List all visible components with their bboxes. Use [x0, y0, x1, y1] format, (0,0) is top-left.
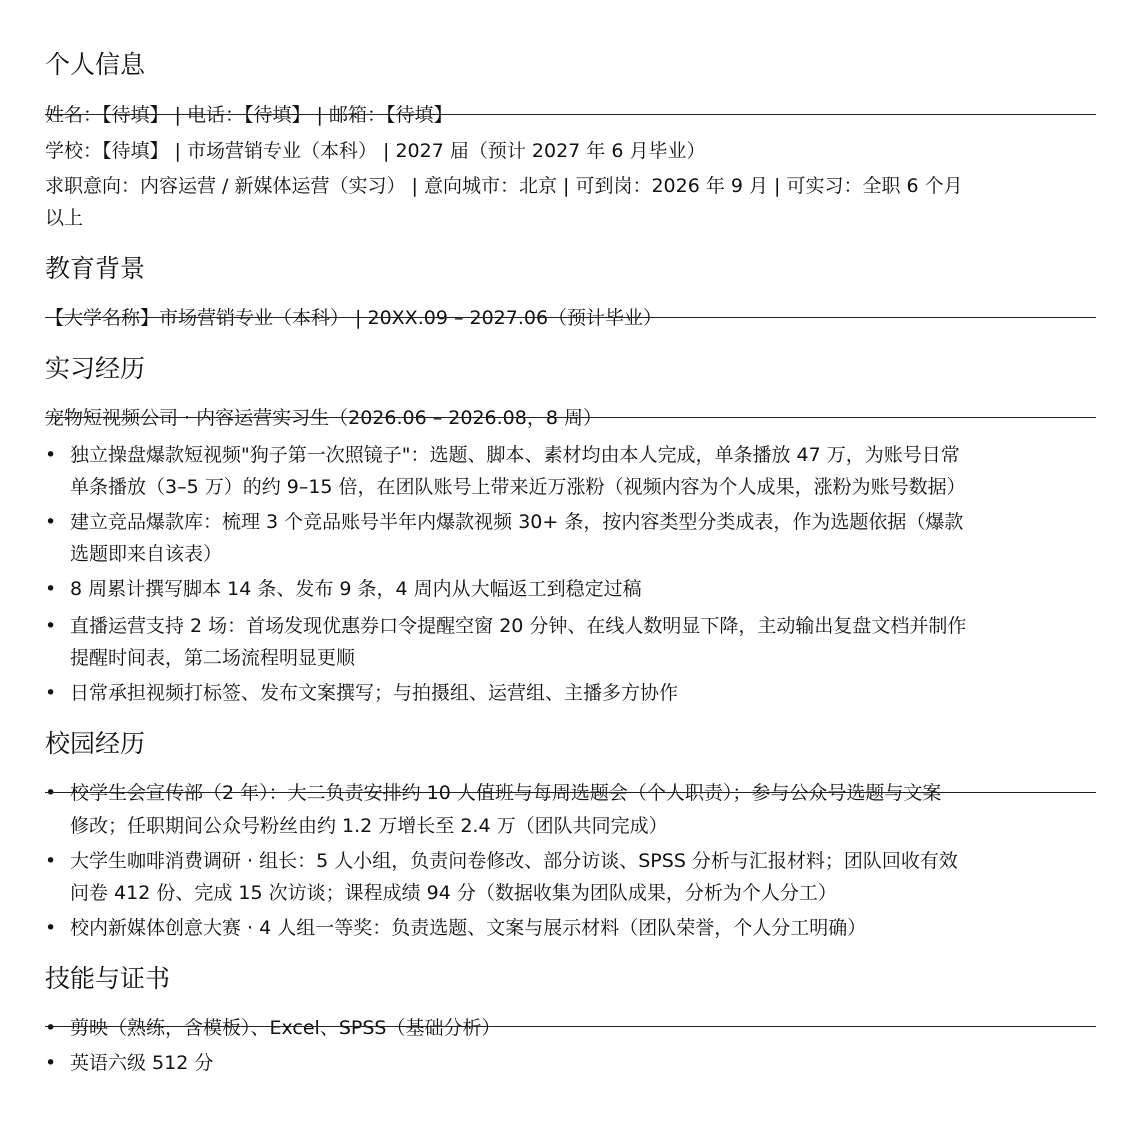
bullet-marker: •	[45, 682, 57, 704]
list-item-cont: 修改；任职期间公众号粉丝由约 1.2 万增长至 2.4 万（团队共同完成）	[70, 815, 668, 837]
bullet-marker: •	[45, 578, 57, 600]
divider	[45, 792, 1096, 793]
bullet-marker: •	[45, 782, 57, 804]
bullet-marker: •	[45, 444, 57, 466]
section-title-education: 教育背景	[45, 254, 146, 283]
internship-header: 宠物短视频公司 · 内容运营实习生（2026.06 – 2026.08，8 周）	[45, 407, 602, 429]
divider	[45, 317, 1096, 318]
bullet-marker: •	[45, 917, 57, 939]
divider	[45, 114, 1096, 115]
contact-line: 姓名：【待填】 | 电话：【待填】 | 邮箱：【待填】	[45, 104, 453, 126]
divider	[45, 417, 1096, 418]
list-item: 直播运营支持 2 场：首场发现优惠券口令提醒空窗 20 分钟、在线人数明显下降，主动输出复盘文档并制作	[70, 615, 967, 637]
school-line: 学校：【待填】 | 市场营销专业（本科） | 2027 届（预计 2027 年 6 月毕业）	[45, 140, 706, 162]
list-item: 校学生会宣传部（2 年）：大二负责安排约 10 人值班与每周选题会（个人职责）；参与公众号选题与文案	[70, 782, 942, 804]
section-title-skills: 技能与证书	[45, 964, 171, 993]
list-item-cont: 提醒时间表，第二场流程明显更顺	[70, 647, 356, 669]
list-item: 日常承担视频打标签、发布文案撰写；与拍摄组、运营组、主播多方协作	[70, 682, 679, 704]
section-title-campus: 校园经历	[45, 729, 146, 758]
list-item: 英语六级 512 分	[70, 1052, 214, 1074]
bullet-marker: •	[45, 1017, 57, 1039]
bullet-marker: •	[45, 615, 57, 637]
bullet-marker: •	[45, 511, 57, 533]
list-item-cont: 问卷 412 份、完成 15 次访谈；课程成绩 94 分（数据收集为团队成果，分析为个人分工）	[70, 882, 837, 904]
intent-line: 求职意向：内容运营 / 新媒体运营（实习） | 意向城市：北京 | 可到岗：2026 年 9 月 | 可实习：全职 6 个月	[45, 175, 963, 197]
list-item: 独立操盘爆款短视频"狗子第一次照镜子"：选题、脚本、素材均由本人完成，单条播放 47 万，为账号日常	[70, 444, 960, 466]
intent-line-cont: 以上	[45, 207, 84, 229]
list-item-cont: 选题即来自该表）	[70, 543, 223, 565]
section-title-personal: 个人信息	[45, 50, 146, 79]
list-item: 建立竞品爆款库：梳理 3 个竞品账号半年内爆款视频 30+ 条，按内容类型分类成表，作为选题依据（爆款	[70, 511, 964, 533]
list-item: 8 周累计撰写脚本 14 条、发布 9 条，4 周内从大幅返工到稳定过稿	[70, 578, 642, 600]
list-item: 剪映（熟练，含模板）、Excel、SPSS（基础分析）	[70, 1017, 501, 1039]
section-title-internship: 实习经历	[45, 354, 146, 383]
list-item: 校内新媒体创意大赛 · 4 人组一等奖：负责选题、文案与展示材料（团队荣誉，个人分工明确）	[70, 917, 867, 939]
list-item-cont: 单条播放（3–5 万）的约 9–15 倍，在团队账号上带来近万涨粉（视频内容为个人成果，涨粉为账号数据）	[70, 476, 966, 498]
bullet-marker: •	[45, 850, 57, 872]
divider	[45, 1026, 1096, 1027]
bullet-marker: •	[45, 1052, 57, 1074]
list-item: 大学生咖啡消费调研 · 组长：5 人小组，负责问卷修改、部分访谈、SPSS 分析与汇报材料；团队回收有效	[70, 850, 958, 872]
education-entry: 【大学名称】市场营销专业（本科） | 20XX.09 – 2027.06（预计毕业）	[45, 307, 663, 329]
